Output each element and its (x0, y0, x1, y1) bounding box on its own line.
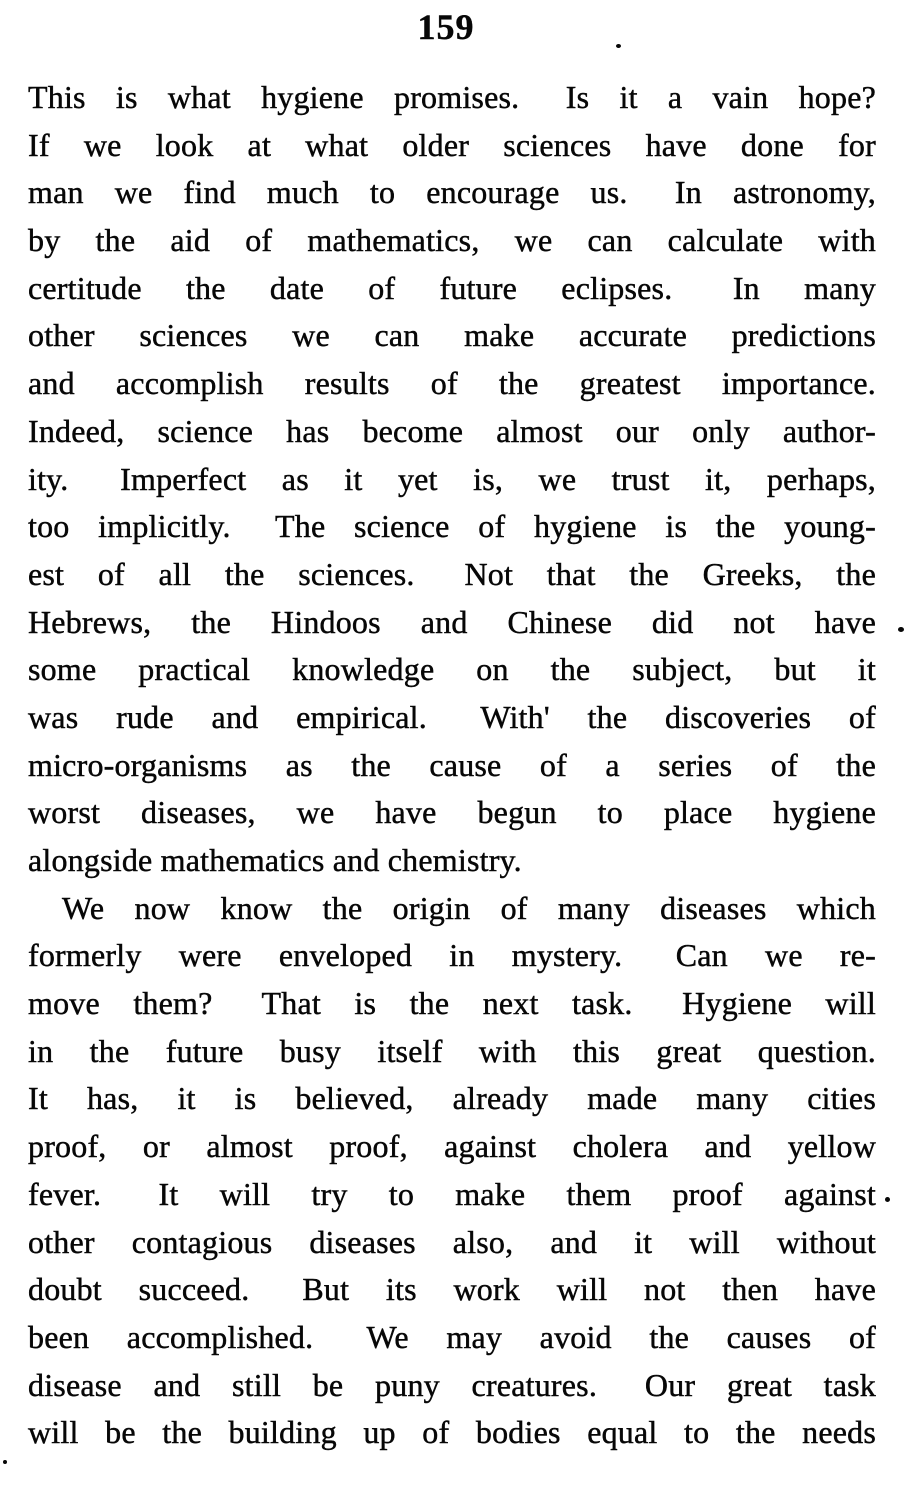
text-line: will be the building up of bodies equal to the needs (28, 1414, 876, 1451)
scan-speck (616, 44, 621, 48)
text-line: formerly were enveloped in mystery. Can we re- (28, 937, 876, 974)
text-line: too implicitly. The science of hygiene is the young- (28, 508, 876, 545)
text-line: doubt succeed. But its work will not then have (28, 1271, 876, 1308)
text-line: other sciences we can make accurate predictions (28, 317, 876, 354)
text-line: disease and still be puny creatures. Our great task (28, 1366, 876, 1403)
text-line: fever. It will try to make them proof against (28, 1175, 876, 1212)
text-line: We now know the origin of many diseases which (62, 889, 876, 926)
scan-speck (3, 1460, 7, 1464)
text-line: proof, or almost proof, against cholera and yellow (28, 1128, 876, 1165)
text-line: move them? That is the next task. Hygiene will (28, 985, 876, 1022)
text-line: and accomplish results of the greatest importance. (28, 365, 876, 402)
page-number: 159 (417, 7, 475, 47)
text-line: been accomplished. We may avoid the causes of (28, 1318, 876, 1355)
text-line: est of all the sciences. Not that the Greeks, the (28, 555, 876, 592)
text-line: If we look at what older sciences have done for (28, 126, 876, 163)
text-line: Indeed, science has become almost our only author- (28, 412, 876, 449)
text-line: This is what hygiene promises. Is it a vain hope? (28, 79, 876, 115)
text-line: alongside mathematics and chemistry. (28, 842, 522, 878)
text-line: man we find much to encourage us. In astronomy, (28, 174, 876, 211)
text-line: in the future busy itself with this great question. (28, 1032, 876, 1069)
text-line: by the aid of mathematics, we can calculate with (28, 222, 876, 259)
text-line: Hebrews, the Hindoos and Chinese did not have (28, 603, 876, 640)
text-line: other contagious diseases also, and it will without (28, 1223, 876, 1260)
scan-speck (885, 1197, 890, 1202)
text-line: was rude and empirical. With' the discoveries of (28, 698, 876, 735)
scan-speck (898, 627, 904, 632)
text-line: micro-organisms as the cause of a series of the (28, 746, 876, 783)
body-text (28, 74, 876, 1457)
text-line: It has, it is believed, already made many cities (28, 1080, 876, 1117)
text-line: certitude the date of future eclipses. In many (28, 269, 876, 306)
text-line: ity. Imperfect as it yet is, we trust it, perhaps, (28, 460, 876, 497)
text-line: worst diseases, we have begun to place hygiene (28, 794, 876, 831)
text-line: some practical knowledge on the subject, but it (28, 651, 876, 688)
